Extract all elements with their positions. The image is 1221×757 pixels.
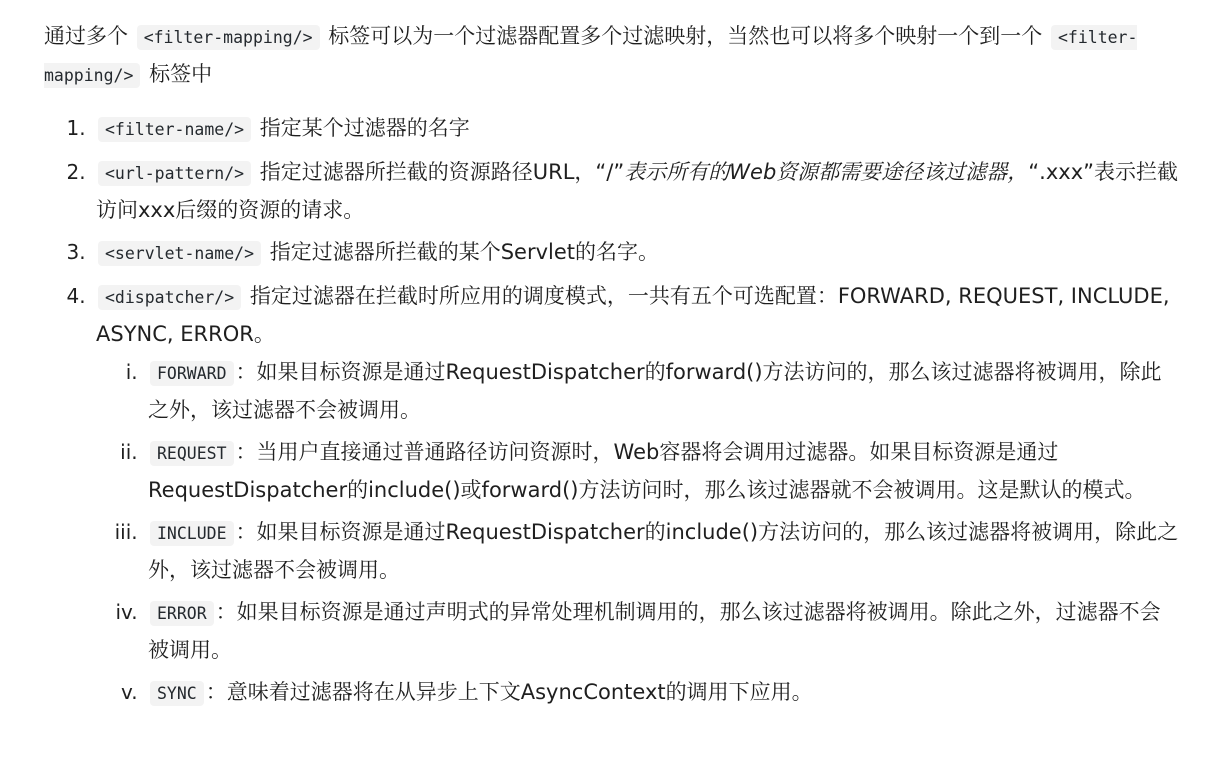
sync-code: SYNC	[150, 681, 204, 706]
url-pattern-italic-text: 表示所有的Web资源都需要途径该过滤器，	[624, 160, 1029, 184]
filter-mapping-code-1: <filter-mapping/>	[137, 25, 320, 50]
dispatcher-mode-list	[96, 354, 1181, 712]
dispatcher-mode-include	[144, 514, 1181, 588]
request-description: ：当用户直接通过普通路径访问资源时，Web容器将会调用过滤器。如果目标资源是通过RequestDispatcher的include()或forward()方法访问时，那么该过滤器就不会被调用。这是默认的模式。	[148, 440, 1146, 502]
dispatcher-description: 指定过滤器在拦截时所应用的调度模式，一共有五个可选配置：FORWARD, REQUEST, INCLUDE, ASYNC, ERROR。	[96, 284, 1170, 346]
list-item-servlet-name	[92, 234, 1181, 272]
url-pattern-code: <url-pattern/>	[98, 161, 251, 186]
intro-paragraph	[44, 18, 1181, 94]
list-item-url-pattern	[92, 154, 1181, 228]
url-pattern-description-2: “.xxx”表示拦截访问xxx后缀的资源的请求。	[96, 160, 1178, 222]
intro-text-middle: 标签可以为一个过滤器配置多个过滤映射，当然也可以将多个映射一个到一个	[328, 24, 1043, 48]
include-description: ：如果目标资源是通过RequestDispatcher的include()方法访问的，那么该过滤器将被调用，除此之外，该过滤器不会被调用。	[148, 520, 1179, 582]
filter-mapping-code-2: <filter-mapping/>	[44, 25, 1137, 88]
sync-description: ：意味着过滤器将在从异步上下文AsyncContext的调用下应用。	[205, 680, 813, 704]
filter-name-code: <filter-name/>	[98, 117, 251, 142]
request-code: REQUEST	[150, 441, 234, 466]
error-code: ERROR	[150, 601, 214, 626]
dispatcher-mode-request	[144, 434, 1181, 508]
servlet-name-code: <servlet-name/>	[98, 241, 261, 266]
forward-description: ：如果目标资源是通过RequestDispatcher的forward()方法访问的，那么该过滤器将被调用，除此之外，该过滤器不会被调用。	[148, 360, 1162, 422]
dispatcher-mode-error	[144, 594, 1181, 668]
dispatcher-mode-sync	[144, 674, 1181, 712]
list-item-filter-name	[92, 110, 1181, 148]
servlet-name-description: 指定过滤器所拦截的某个Servlet的名字。	[269, 240, 660, 264]
error-description: ：如果目标资源是通过声明式的异常处理机制调用的，那么该过滤器将被调用。除此之外，过滤器不会被调用。	[148, 600, 1161, 662]
forward-code: FORWARD	[150, 361, 234, 386]
dispatcher-mode-forward	[144, 354, 1181, 428]
dispatcher-code: <dispatcher/>	[98, 285, 241, 310]
list-item-dispatcher	[92, 278, 1181, 712]
filter-name-description: 指定某个过滤器的名字	[259, 116, 470, 140]
url-pattern-description: 指定过滤器所拦截的资源路径URL，“/”	[259, 160, 625, 184]
intro-text-before: 通过多个	[44, 24, 128, 48]
config-element-list	[44, 110, 1181, 712]
include-code: INCLUDE	[150, 521, 234, 546]
intro-text-after: 标签中	[149, 62, 213, 86]
